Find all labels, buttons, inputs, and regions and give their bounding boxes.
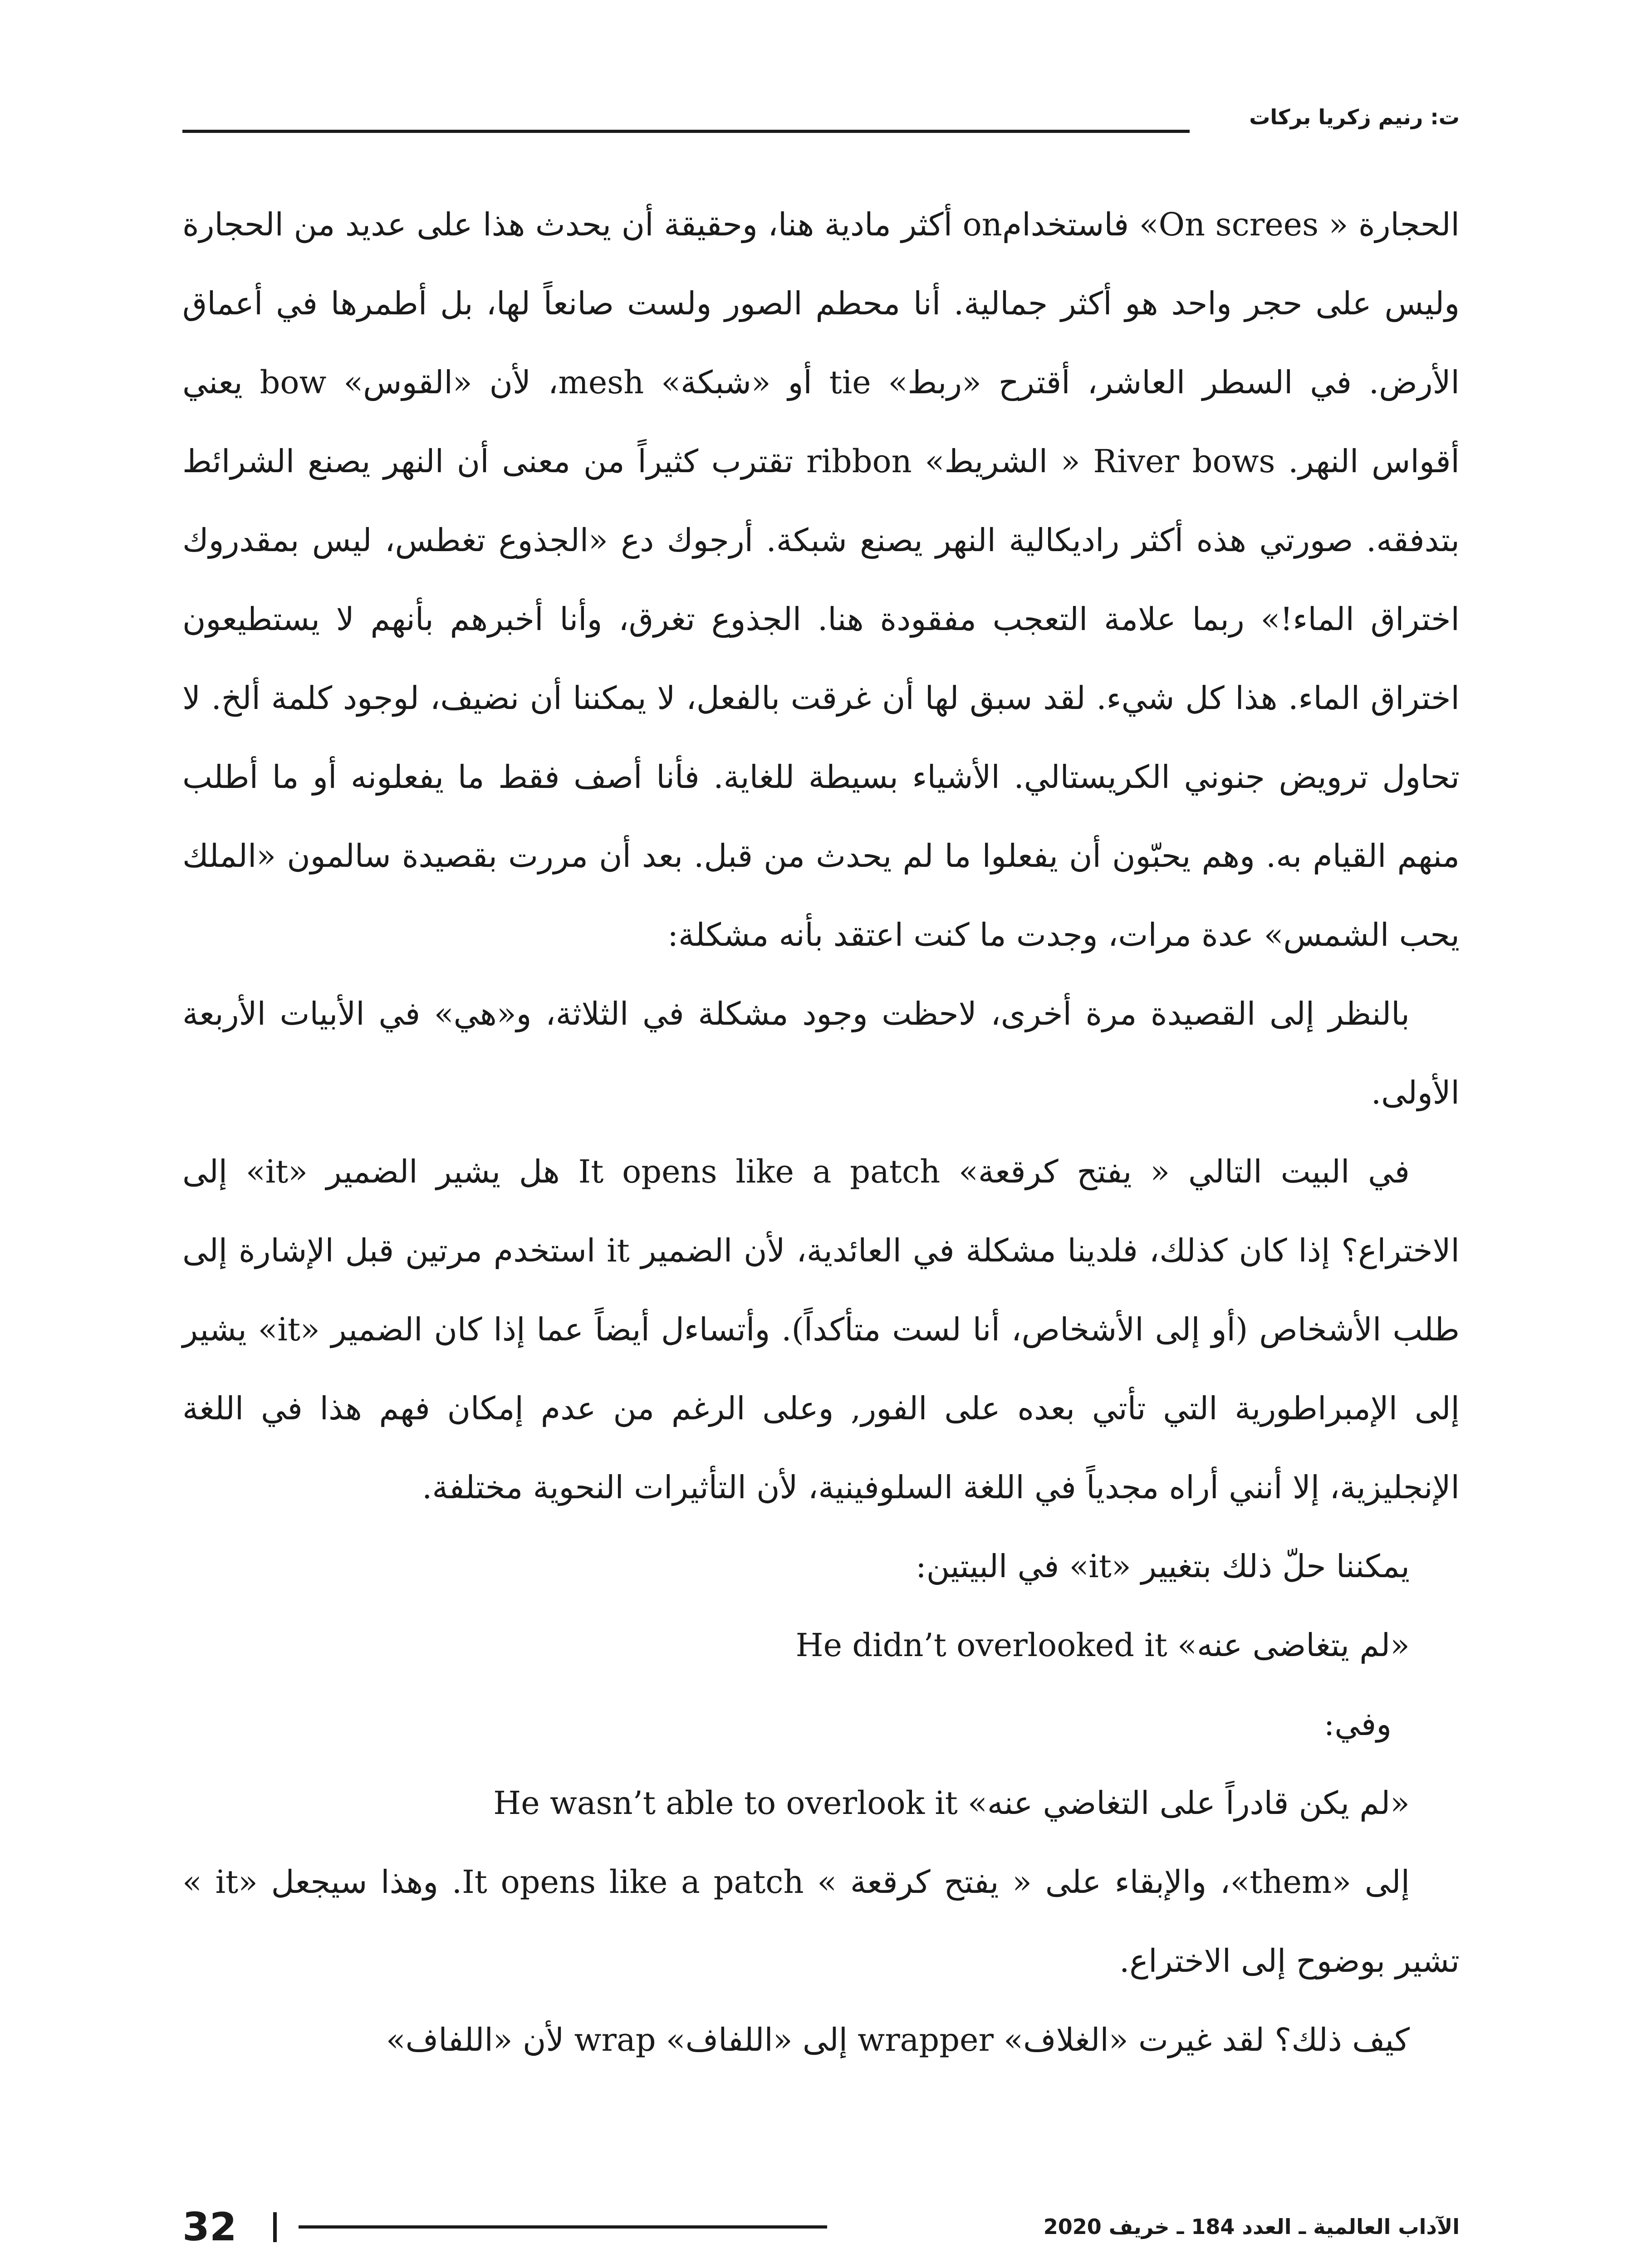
- page-number: 32: [182, 2204, 237, 2250]
- paragraph: وفي:: [1323, 1706, 1392, 1743]
- quoted-line: «لم يتغاضى عنه» He didn’t overlooked it: [795, 1627, 1410, 1664]
- quoted-line: «لم يكن قادراً على التغاضي عنه» He wasn’t able to overlook it: [493, 1784, 1410, 1822]
- footer-divider-bar: [273, 2212, 277, 2242]
- running-header-author: ت: رنيم زكريا بركات: [1249, 105, 1460, 129]
- paragraph: كيف ذلك؟ لقد غيرت «الغلاف» wrapper إلى «اللفاف» wrap لأن «اللفاف»: [386, 2021, 1410, 2058]
- paragraph: الحجارة « On screes» فاستخدامon أكثر مادية هنا، وحقيقة أن يحدث هذا على عديد من الحجارة وليس على حجر واحد هو أكثر جمالية. أنا محطم الصور ولست صانعاً لها، بل أطمرها في أعماق الأرض. في السطر العاشر، أقترح «ربط» tie أو «شبكة» mesh، لأن «القوس» bow يعني أقواس النهر. River bows « الشريط» ribbon تقترب كثيراً من معنى أن النهر يصنع الشرائط بتدفقه. صورتي هذه أكثر راديكالية النهر يصنع شبكة. أرجوك دع «الجذوع تغطس، ليس بمقدروك اختراق الماء!» ربما علامة التعجب مفقودة هنا. الجذوع تغرق، وأنا أخبرهم بأنهم لا يستطيعون اختراق الماء. هذا كل شيء. لقد سبق لها أن غرقت بالفعل، لا يمكننا أن نضيف، لوجود كلمة ألخ. لا تحاول ترويض جنوني الكريستالي. الأشياء بسيطة للغاية. فأنا أصف فقط ما يفعلونه أو ما أطلب منهم القيام به. وهم يحبّون أن يفعلوا ما لم يحدث من قبل. بعد أن مررت بقصيدة سالمون «الملك يحب الشمس» عدة مرات، وجدت ما كنت اعتقد بأنه مشكلة:: [182, 206, 1460, 953]
- paragraph: بالنظر إلى القصيدة مرة أخرى، لاحظت وجود مشكلة في الثلاثة، و«هي» في الأبيات الأربعة الأولى.: [182, 995, 1460, 1111]
- page-footer: [182, 2202, 1460, 2257]
- footer-rule: [299, 2225, 827, 2229]
- article-body: [182, 185, 1460, 2079]
- paragraph: يمكننا حلّ ذلك بتغيير «it» في البيتين:: [916, 1548, 1410, 1585]
- header-rule: [182, 130, 1190, 133]
- paragraph: إلى «them»، والإبقاء على « يفتح كرقعة » It opens like a patch. وهذا سيجعل «it » تشير بوضوح إلى الاختراع.: [182, 1863, 1460, 1980]
- paragraph: في البيت التالي « يفتح كرقعة» It opens like a patch هل يشير الضمير «it» إلى الاختراع؟ إذا كان كذلك، فلدينا مشكلة في العائدية، لأن الضمير it استخدم مرتين قبل الإشارة إلى طلب الأشخاص (أو إلى الأشخاص، أنا لست متأكداً). وأتساءل أيضاً عما إذا كان الضمير «it» يشير إلى الإمبراطورية التي تأتي بعده على الفور, وعلى الرغم من عدم إمكان فهم هذا في اللغة الإنجليزية، إلا أنني أراه مجدياً في اللغة السلوفينية، لأن التأثيرات النحوية مختلفة.: [182, 1153, 1460, 1506]
- journal-issue-info: الآداب العالمية ـ العدد 184 ـ خريف 2020: [1043, 2214, 1460, 2239]
